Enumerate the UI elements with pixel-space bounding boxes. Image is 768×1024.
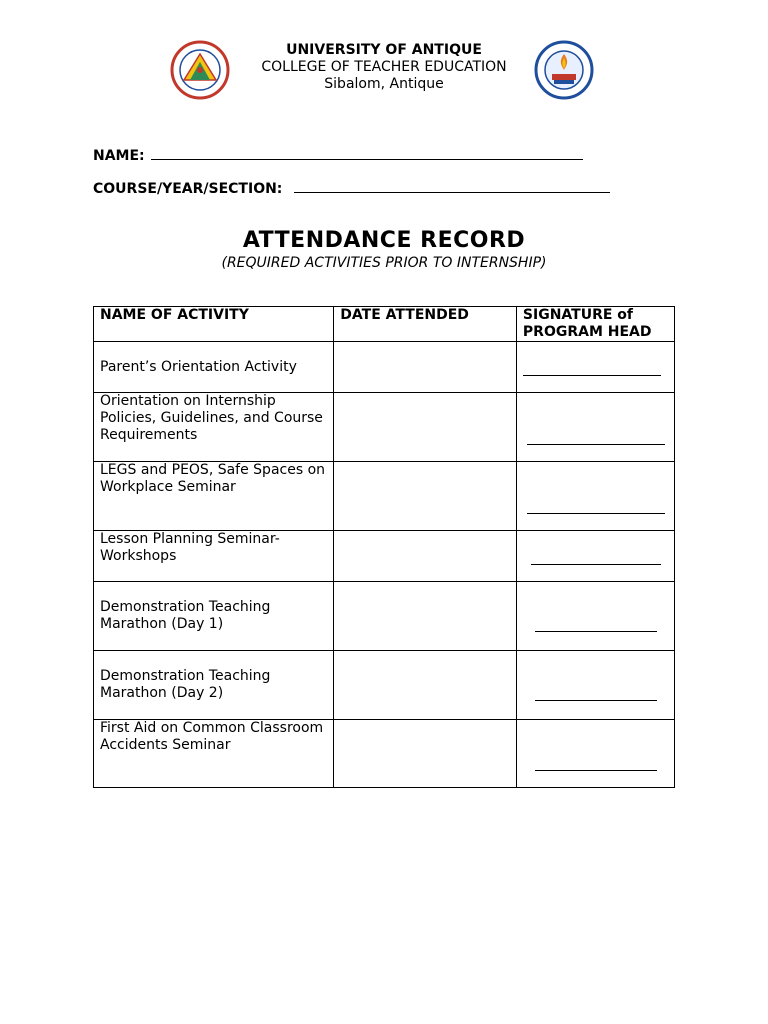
signature-cell[interactable] xyxy=(516,462,674,531)
activity-cell: Lesson Planning Seminar-Workshops xyxy=(94,531,334,582)
date-cell[interactable] xyxy=(334,531,517,582)
course-label: COURSE/YEAR/SECTION: xyxy=(93,181,283,197)
table-row xyxy=(94,342,675,393)
table-header-row xyxy=(94,307,675,342)
course-field xyxy=(93,178,610,197)
signature-line xyxy=(535,770,657,771)
date-cell[interactable] xyxy=(334,393,517,462)
activity-cell: LEGS and PEOS, Safe Spaces on Workplace Seminar xyxy=(94,462,334,531)
table-row xyxy=(94,393,675,462)
signature-line xyxy=(523,375,661,376)
signature-cell[interactable] xyxy=(516,531,674,582)
signature-line xyxy=(535,700,657,701)
signature-line xyxy=(527,513,665,514)
header-activity: NAME OF ACTIVITY xyxy=(94,307,334,342)
signature-cell[interactable] xyxy=(516,393,674,462)
activity-cell: Parent’s Orientation Activity xyxy=(94,342,334,393)
document-subtitle: (REQUIRED ACTIVITIES PRIOR TO INTERNSHIP) xyxy=(221,255,547,271)
signature-cell[interactable] xyxy=(516,651,674,720)
signature-cell[interactable] xyxy=(516,582,674,651)
table-row xyxy=(94,720,675,788)
header-signature: SIGNATURE of PROGRAM HEAD xyxy=(516,307,674,342)
activity-cell: Demonstration Teaching Marathon (Day 2) xyxy=(94,651,334,720)
signature-cell[interactable] xyxy=(516,720,674,788)
header-date: DATE ATTENDED xyxy=(334,307,517,342)
university-name: UNIVERSITY OF ANTIQUE xyxy=(286,42,482,58)
activity-cell: First Aid on Common Classroom Accidents Seminar xyxy=(94,720,334,788)
course-blank-line[interactable] xyxy=(294,178,610,193)
signature-line xyxy=(535,631,657,632)
name-blank-line[interactable] xyxy=(151,145,583,160)
attendance-table xyxy=(93,306,675,788)
university-seal-icon xyxy=(168,40,232,100)
signature-line xyxy=(531,564,661,565)
table-row xyxy=(94,531,675,582)
activity-cell: Demonstration Teaching Marathon (Day 1) xyxy=(94,582,334,651)
college-name: COLLEGE OF TEACHER EDUCATION xyxy=(261,59,507,75)
name-label: NAME: xyxy=(93,148,145,164)
date-cell[interactable] xyxy=(334,720,517,788)
date-cell[interactable] xyxy=(334,342,517,393)
table-row xyxy=(94,651,675,720)
signature-cell[interactable] xyxy=(516,342,674,393)
signature-line xyxy=(527,444,665,445)
document-title: ATTENDANCE RECORD xyxy=(242,228,526,253)
college-seal-icon xyxy=(532,40,596,100)
date-cell[interactable] xyxy=(334,651,517,720)
activity-cell: Orientation on Internship Policies, Guidelines, and Course Requirements xyxy=(94,393,334,462)
date-cell[interactable] xyxy=(334,462,517,531)
campus-location: Sibalom, Antique xyxy=(324,76,444,92)
date-cell[interactable] xyxy=(334,582,517,651)
table-row xyxy=(94,582,675,651)
document-header xyxy=(0,40,768,100)
name-field xyxy=(93,145,583,164)
table-row xyxy=(94,462,675,531)
institution-block xyxy=(238,42,530,93)
